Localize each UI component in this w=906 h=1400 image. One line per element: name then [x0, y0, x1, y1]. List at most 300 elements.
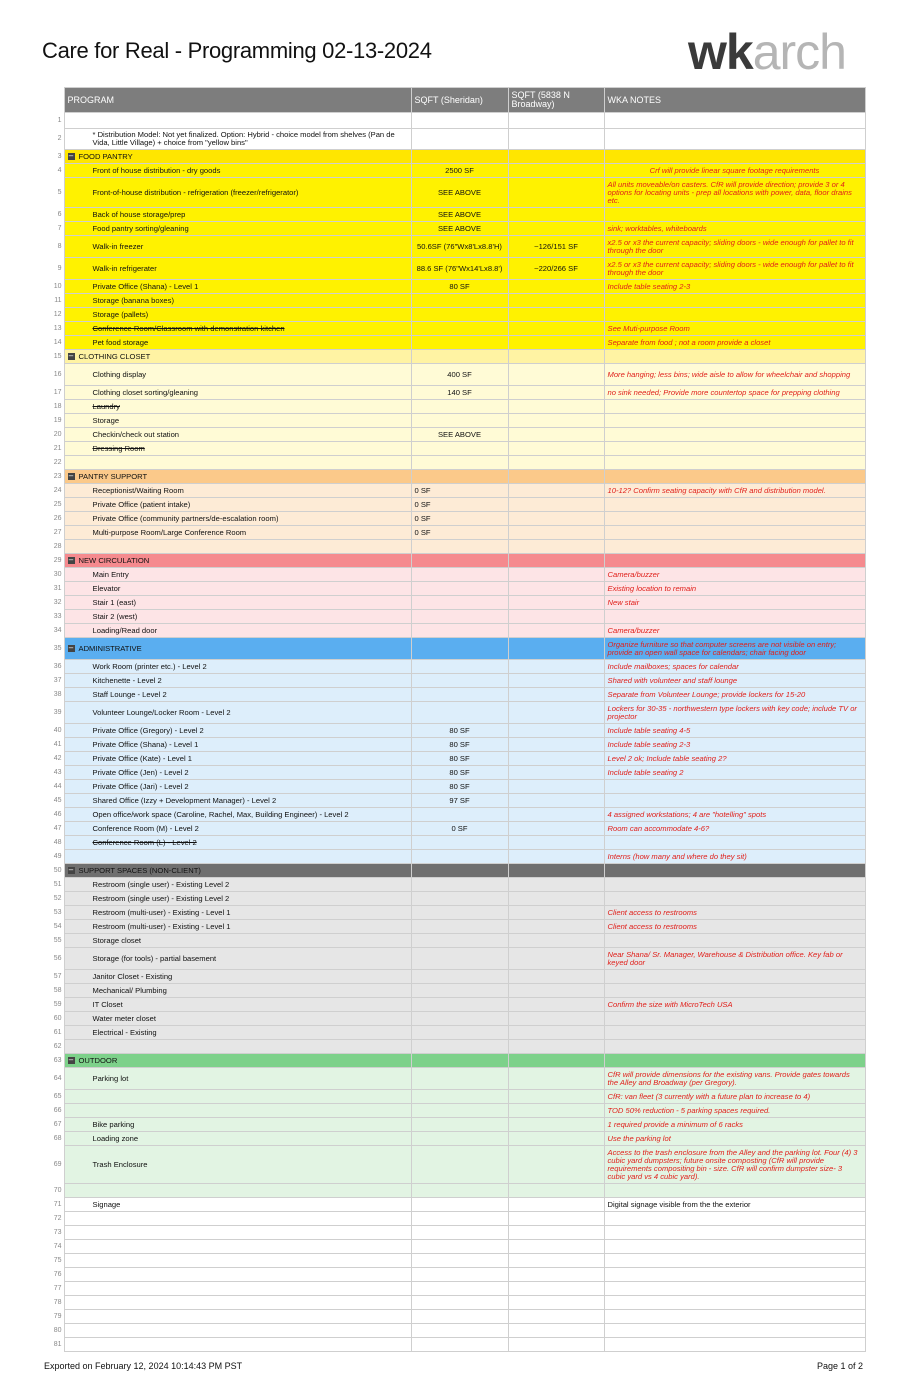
- sqft-sheridan-cell[interactable]: [411, 540, 508, 554]
- wka-notes-cell[interactable]: x2.5 or x3 the current capacity; sliding doors - wide enough for pallet to fit through the door: [604, 236, 865, 258]
- wka-notes-cell[interactable]: [604, 610, 865, 624]
- sqft-broadway-cell[interactable]: [508, 596, 604, 610]
- program-cell[interactable]: [64, 1296, 411, 1310]
- sqft-broadway-cell[interactable]: [508, 498, 604, 512]
- sqft-sheridan-cell[interactable]: 50.6SF (76"Wx8'Lx8.8'H): [411, 236, 508, 258]
- sqft-sheridan-cell[interactable]: 0 SF: [411, 498, 508, 512]
- sqft-sheridan-cell[interactable]: [411, 1040, 508, 1054]
- program-cell[interactable]: [64, 1198, 411, 1212]
- sqft-sheridan-cell[interactable]: SEE ABOVE: [411, 428, 508, 442]
- sqft-sheridan-cell[interactable]: 0 SF: [411, 822, 508, 836]
- wka-notes-cell[interactable]: Include table seating 2: [604, 766, 865, 780]
- wka-notes-cell[interactable]: [604, 1040, 865, 1054]
- program-cell[interactable]: [64, 724, 411, 738]
- wka-notes-cell[interactable]: New stair: [604, 596, 865, 610]
- wka-notes-cell[interactable]: [604, 470, 865, 484]
- program-cell[interactable]: [64, 660, 411, 674]
- sqft-broadway-cell[interactable]: [508, 1118, 604, 1132]
- wka-notes-cell[interactable]: [604, 1296, 865, 1310]
- program-cell[interactable]: [64, 1338, 411, 1352]
- wka-notes-cell[interactable]: [604, 456, 865, 470]
- program-cell[interactable]: [64, 1090, 411, 1104]
- sqft-sheridan-cell[interactable]: [411, 1226, 508, 1240]
- sqft-sheridan-cell[interactable]: [411, 1268, 508, 1282]
- wka-notes-cell[interactable]: Separate from Volunteer Lounge; provide lockers for 15-20: [604, 688, 865, 702]
- wka-notes-cell[interactable]: [604, 1012, 865, 1026]
- sqft-broadway-cell[interactable]: [508, 752, 604, 766]
- wka-notes-cell[interactable]: 1 required provide a minimum of 6 racks: [604, 1118, 865, 1132]
- wka-notes-cell[interactable]: Level 2 ok; Include table seating 2?: [604, 752, 865, 766]
- wka-notes-cell[interactable]: [604, 498, 865, 512]
- header-wka-notes[interactable]: WKA NOTES: [604, 88, 865, 113]
- sqft-broadway-cell[interactable]: [508, 428, 604, 442]
- header-program[interactable]: PROGRAM: [64, 88, 411, 113]
- sqft-broadway-cell[interactable]: [508, 414, 604, 428]
- program-cell[interactable]: [64, 878, 411, 892]
- sqft-broadway-cell[interactable]: [508, 934, 604, 948]
- program-cell[interactable]: [64, 178, 411, 208]
- program-cell[interactable]: [64, 970, 411, 984]
- sqft-sheridan-cell[interactable]: SEE ABOVE: [411, 178, 508, 208]
- sqft-sheridan-cell[interactable]: [411, 582, 508, 596]
- sqft-broadway-cell[interactable]: [508, 1104, 604, 1118]
- section-title[interactable]: [64, 554, 411, 568]
- sqft-sheridan-cell[interactable]: [411, 1338, 508, 1352]
- sqft-broadway-cell[interactable]: [508, 624, 604, 638]
- wka-notes-cell[interactable]: Camera/buzzer: [604, 624, 865, 638]
- wka-notes-cell[interactable]: Client access to restrooms: [604, 906, 865, 920]
- program-cell[interactable]: [64, 1212, 411, 1226]
- sqft-sheridan-cell[interactable]: [411, 864, 508, 878]
- sqft-sheridan-cell[interactable]: 88.6 SF (76"Wx14'Lx8.8'): [411, 258, 508, 280]
- sqft-broadway-cell[interactable]: [508, 442, 604, 456]
- wka-notes-cell[interactable]: More hanging; less bins; wide aisle to allow for wheelchair and shopping: [604, 364, 865, 386]
- sqft-broadway-cell[interactable]: [508, 970, 604, 984]
- sqft-sheridan-cell[interactable]: [411, 294, 508, 308]
- program-cell[interactable]: [64, 1268, 411, 1282]
- wka-notes-cell[interactable]: [604, 428, 865, 442]
- wka-notes-cell[interactable]: Lockers for 30-35 - northwestern type lockers with key code; include TV or projector: [604, 702, 865, 724]
- wka-notes-cell[interactable]: [604, 1212, 865, 1226]
- sqft-sheridan-cell[interactable]: [411, 808, 508, 822]
- wka-notes-cell[interactable]: [604, 554, 865, 568]
- wka-notes-cell[interactable]: [604, 1226, 865, 1240]
- sqft-broadway-cell[interactable]: [508, 1198, 604, 1212]
- sqft-broadway-cell[interactable]: [508, 948, 604, 970]
- program-cell[interactable]: [64, 780, 411, 794]
- wka-notes-cell[interactable]: [604, 864, 865, 878]
- sqft-broadway-cell[interactable]: [508, 294, 604, 308]
- sqft-broadway-cell[interactable]: [508, 386, 604, 400]
- sqft-broadway-cell[interactable]: [508, 998, 604, 1012]
- section-title[interactable]: [64, 864, 411, 878]
- collapse-toggle-icon[interactable]: −: [68, 352, 74, 360]
- program-cell[interactable]: [64, 236, 411, 258]
- wka-notes-cell[interactable]: no sink needed; Provide more countertop space for prepping clothing: [604, 386, 865, 400]
- sqft-broadway-cell[interactable]: [508, 400, 604, 414]
- sqft-broadway-cell[interactable]: [508, 724, 604, 738]
- sqft-broadway-cell[interactable]: [508, 178, 604, 208]
- program-cell[interactable]: [64, 948, 411, 970]
- wka-notes-cell[interactable]: Include mailboxes; spaces for calendar: [604, 660, 865, 674]
- sqft-sheridan-cell[interactable]: [411, 674, 508, 688]
- wka-notes-cell[interactable]: Include table seating 4-5: [604, 724, 865, 738]
- program-cell[interactable]: [64, 568, 411, 582]
- wka-notes-cell[interactable]: [604, 350, 865, 364]
- collapse-toggle-icon[interactable]: −: [68, 152, 74, 160]
- sqft-sheridan-cell[interactable]: [411, 892, 508, 906]
- program-cell[interactable]: [64, 794, 411, 808]
- sqft-sheridan-cell[interactable]: 80 SF: [411, 724, 508, 738]
- sqft-sheridan-cell[interactable]: [411, 554, 508, 568]
- wka-notes-cell[interactable]: [604, 1324, 865, 1338]
- collapse-toggle-icon[interactable]: −: [68, 866, 74, 874]
- sqft-broadway-cell[interactable]: [508, 674, 604, 688]
- program-cell[interactable]: [64, 1012, 411, 1026]
- sqft-broadway-cell[interactable]: [508, 456, 604, 470]
- wka-notes-cell[interactable]: [604, 1268, 865, 1282]
- program-cell[interactable]: [64, 364, 411, 386]
- program-cell[interactable]: [64, 428, 411, 442]
- program-cell[interactable]: [64, 1324, 411, 1338]
- program-cell[interactable]: [64, 766, 411, 780]
- sqft-sheridan-cell[interactable]: [411, 984, 508, 998]
- sqft-sheridan-cell[interactable]: [411, 596, 508, 610]
- wka-notes-cell[interactable]: [604, 892, 865, 906]
- program-cell[interactable]: [64, 526, 411, 540]
- sqft-broadway-cell[interactable]: [508, 766, 604, 780]
- wka-notes-cell[interactable]: TOD 50% reduction - 5 parking spaces required.: [604, 1104, 865, 1118]
- wka-notes-cell[interactable]: Existing location to remain: [604, 582, 865, 596]
- wka-notes-cell[interactable]: [604, 984, 865, 998]
- sqft-sheridan-cell[interactable]: [411, 350, 508, 364]
- sqft-sheridan-cell[interactable]: [411, 1240, 508, 1254]
- sqft-sheridan-cell[interactable]: [411, 150, 508, 164]
- program-cell[interactable]: [64, 1184, 411, 1198]
- sqft-broadway-cell[interactable]: [508, 878, 604, 892]
- sqft-sheridan-cell[interactable]: 80 SF: [411, 280, 508, 294]
- sqft-sheridan-cell[interactable]: [411, 934, 508, 948]
- sqft-sheridan-cell[interactable]: [411, 1068, 508, 1090]
- sqft-broadway-cell[interactable]: [508, 1184, 604, 1198]
- sqft-sheridan-cell[interactable]: [411, 920, 508, 934]
- sqft-broadway-cell[interactable]: [508, 280, 604, 294]
- wka-notes-cell[interactable]: [604, 414, 865, 428]
- sqft-broadway-cell[interactable]: [508, 1132, 604, 1146]
- wka-notes-cell[interactable]: Use the parking lot: [604, 1132, 865, 1146]
- sqft-sheridan-cell[interactable]: [411, 906, 508, 920]
- wka-notes-cell[interactable]: All units moveable/on casters. CfR will provide direction; provide 3 or 4 options for locating units - prep all locations with power, data, floor drains etc.: [604, 178, 865, 208]
- wka-notes-cell[interactable]: [604, 129, 865, 150]
- sqft-sheridan-cell[interactable]: [411, 1324, 508, 1338]
- wka-notes-cell[interactable]: [604, 294, 865, 308]
- sqft-sheridan-cell[interactable]: [411, 1310, 508, 1324]
- sqft-sheridan-cell[interactable]: 0 SF: [411, 526, 508, 540]
- program-cell[interactable]: [64, 1132, 411, 1146]
- sqft-broadway-cell[interactable]: [508, 1310, 604, 1324]
- sqft-sheridan-cell[interactable]: [411, 1090, 508, 1104]
- sqft-broadway-cell[interactable]: [508, 808, 604, 822]
- wka-notes-cell[interactable]: [604, 1240, 865, 1254]
- wka-notes-cell[interactable]: Camera/buzzer: [604, 568, 865, 582]
- sqft-sheridan-cell[interactable]: [411, 836, 508, 850]
- sqft-broadway-cell[interactable]: [508, 984, 604, 998]
- sqft-sheridan-cell[interactable]: 2500 SF: [411, 164, 508, 178]
- program-cell[interactable]: [64, 294, 411, 308]
- sqft-broadway-cell[interactable]: [508, 568, 604, 582]
- sqft-broadway-cell[interactable]: [508, 780, 604, 794]
- sqft-sheridan-cell[interactable]: [411, 624, 508, 638]
- wka-notes-cell[interactable]: [604, 400, 865, 414]
- sqft-sheridan-cell[interactable]: [411, 414, 508, 428]
- sqft-broadway-cell[interactable]: [508, 1146, 604, 1184]
- sqft-broadway-cell[interactable]: [508, 554, 604, 568]
- sqft-sheridan-cell[interactable]: [411, 660, 508, 674]
- program-cell[interactable]: [64, 702, 411, 724]
- sqft-broadway-cell[interactable]: [508, 1054, 604, 1068]
- collapse-toggle-icon[interactable]: −: [68, 472, 74, 480]
- program-cell[interactable]: [64, 808, 411, 822]
- sqft-sheridan-cell[interactable]: [411, 948, 508, 970]
- sqft-broadway-cell[interactable]: ~126/151 SF: [508, 236, 604, 258]
- sqft-sheridan-cell[interactable]: [411, 1198, 508, 1212]
- wka-notes-cell[interactable]: Access to the trash enclosure from the Alley and the parking lot. Four (4) 3 cubic yard dumpsters; future onsite composting (CfR will provide requirements compositing bin - size. CfR will confirm dumpster size- 3 cubic yard vs 4 cubic yard).: [604, 1146, 865, 1184]
- sqft-sheridan-cell[interactable]: [411, 456, 508, 470]
- section-title[interactable]: [64, 1054, 411, 1068]
- program-cell[interactable]: [64, 1026, 411, 1040]
- wka-notes-cell[interactable]: [604, 442, 865, 456]
- sqft-sheridan-cell[interactable]: [411, 970, 508, 984]
- wka-notes-cell[interactable]: [604, 1282, 865, 1296]
- sqft-sheridan-cell[interactable]: [411, 1146, 508, 1184]
- sqft-broadway-cell[interactable]: [508, 610, 604, 624]
- sqft-sheridan-cell[interactable]: [411, 878, 508, 892]
- sqft-sheridan-cell[interactable]: [411, 610, 508, 624]
- program-cell[interactable]: [64, 400, 411, 414]
- sqft-broadway-cell[interactable]: [508, 1226, 604, 1240]
- sqft-sheridan-cell[interactable]: 0 SF: [411, 484, 508, 498]
- program-cell[interactable]: [64, 1240, 411, 1254]
- program-cell[interactable]: [64, 1104, 411, 1118]
- section-title[interactable]: [64, 350, 411, 364]
- sqft-sheridan-cell[interactable]: [411, 1012, 508, 1026]
- wka-notes-cell[interactable]: Include table seating 2-3: [604, 738, 865, 752]
- program-cell[interactable]: [64, 688, 411, 702]
- program-cell[interactable]: [64, 222, 411, 236]
- section-title[interactable]: [64, 150, 411, 164]
- program-cell[interactable]: [64, 1226, 411, 1240]
- program-cell[interactable]: [64, 984, 411, 998]
- sqft-sheridan-cell[interactable]: [411, 308, 508, 322]
- sqft-broadway-cell[interactable]: [508, 1212, 604, 1226]
- sqft-broadway-cell[interactable]: [508, 364, 604, 386]
- sqft-sheridan-cell[interactable]: [411, 688, 508, 702]
- sqft-broadway-cell[interactable]: [508, 1090, 604, 1104]
- sqft-sheridan-cell[interactable]: 400 SF: [411, 364, 508, 386]
- wka-notes-cell[interactable]: CfR: van fleet (3 currently with a future plan to increase to 4): [604, 1090, 865, 1104]
- wka-notes-cell[interactable]: x2.5 or x3 the current capacity; sliding doors - wide enough for pallet to fit through the door: [604, 258, 865, 280]
- program-cell[interactable]: [64, 1282, 411, 1296]
- sqft-sheridan-cell[interactable]: 97 SF: [411, 794, 508, 808]
- wka-notes-cell[interactable]: 4 assigned workstations; 4 are "hotelling" spots: [604, 808, 865, 822]
- sqft-sheridan-cell[interactable]: SEE ABOVE: [411, 222, 508, 236]
- sqft-broadway-cell[interactable]: [508, 208, 604, 222]
- sqft-broadway-cell[interactable]: [508, 660, 604, 674]
- sqft-broadway-cell[interactable]: [508, 1068, 604, 1090]
- wka-notes-cell[interactable]: [604, 308, 865, 322]
- sqft-broadway-cell[interactable]: [508, 484, 604, 498]
- collapse-toggle-icon[interactable]: −: [68, 644, 74, 652]
- sqft-broadway-cell[interactable]: [508, 113, 604, 129]
- program-cell[interactable]: [64, 906, 411, 920]
- wka-notes-cell[interactable]: Near Shana/ Sr. Manager, Warehouse & Distribution office. Key fab or keyed door: [604, 948, 865, 970]
- wka-notes-cell[interactable]: Digital signage visible from the the exterior: [604, 1198, 865, 1212]
- sqft-sheridan-cell[interactable]: [411, 1118, 508, 1132]
- wka-notes-cell[interactable]: [604, 836, 865, 850]
- program-cell[interactable]: [64, 836, 411, 850]
- wka-notes-cell[interactable]: [604, 878, 865, 892]
- program-cell[interactable]: [64, 322, 411, 336]
- wka-notes-cell[interactable]: [604, 113, 865, 129]
- sqft-broadway-cell[interactable]: [508, 470, 604, 484]
- wka-notes-cell[interactable]: [604, 526, 865, 540]
- wka-notes-cell[interactable]: [604, 794, 865, 808]
- sqft-sheridan-cell[interactable]: 80 SF: [411, 780, 508, 794]
- program-cell[interactable]: [64, 892, 411, 906]
- sqft-sheridan-cell[interactable]: [411, 1026, 508, 1040]
- sqft-broadway-cell[interactable]: [508, 920, 604, 934]
- program-cell[interactable]: [64, 850, 411, 864]
- program-cell[interactable]: [64, 540, 411, 554]
- sqft-broadway-cell[interactable]: [508, 1026, 604, 1040]
- sqft-sheridan-cell[interactable]: [411, 998, 508, 1012]
- program-cell[interactable]: [64, 336, 411, 350]
- program-cell[interactable]: [64, 280, 411, 294]
- wka-notes-cell[interactable]: [604, 1338, 865, 1352]
- sqft-sheridan-cell[interactable]: [411, 702, 508, 724]
- sqft-broadway-cell[interactable]: [508, 1324, 604, 1338]
- sqft-broadway-cell[interactable]: ~220/266 SF: [508, 258, 604, 280]
- program-cell[interactable]: [64, 113, 411, 129]
- header-sqft-broadway[interactable]: SQFT (5838 N Broadway): [508, 88, 604, 113]
- wka-notes-cell[interactable]: [604, 934, 865, 948]
- program-cell[interactable]: [64, 674, 411, 688]
- wka-notes-cell[interactable]: [604, 512, 865, 526]
- sqft-sheridan-cell[interactable]: [411, 129, 508, 150]
- wka-notes-cell[interactable]: [604, 1026, 865, 1040]
- sqft-broadway-cell[interactable]: [508, 336, 604, 350]
- wka-notes-cell[interactable]: Shared with volunteer and staff lounge: [604, 674, 865, 688]
- program-cell[interactable]: [64, 1118, 411, 1132]
- sqft-sheridan-cell[interactable]: 140 SF: [411, 386, 508, 400]
- sqft-broadway-cell[interactable]: [508, 1268, 604, 1282]
- sqft-broadway-cell[interactable]: [508, 540, 604, 554]
- sqft-broadway-cell[interactable]: [508, 1338, 604, 1352]
- program-cell[interactable]: [64, 456, 411, 470]
- sqft-sheridan-cell[interactable]: [411, 322, 508, 336]
- wka-notes-cell[interactable]: Crf will provide linear square footage requirements: [604, 164, 865, 178]
- sqft-broadway-cell[interactable]: [508, 864, 604, 878]
- program-cell[interactable]: [64, 308, 411, 322]
- sqft-broadway-cell[interactable]: [508, 1296, 604, 1310]
- program-cell[interactable]: [64, 414, 411, 428]
- wka-notes-cell[interactable]: [604, 150, 865, 164]
- program-cell[interactable]: [64, 610, 411, 624]
- wka-notes-cell[interactable]: See Muti-purpose Room: [604, 322, 865, 336]
- wka-notes-cell[interactable]: CfR will provide dimensions for the existing vans. Provide gates towards the Alley and Broadway (per Gregory).: [604, 1068, 865, 1090]
- sqft-broadway-cell[interactable]: [508, 164, 604, 178]
- sqft-sheridan-cell[interactable]: [411, 1296, 508, 1310]
- wka-notes-cell[interactable]: [604, 208, 865, 222]
- sqft-sheridan-cell[interactable]: 80 SF: [411, 766, 508, 780]
- program-cell[interactable]: [64, 258, 411, 280]
- sqft-broadway-cell[interactable]: [508, 1254, 604, 1268]
- sqft-broadway-cell[interactable]: [508, 582, 604, 596]
- wka-notes-cell[interactable]: Client access to restrooms: [604, 920, 865, 934]
- sqft-sheridan-cell[interactable]: [411, 1212, 508, 1226]
- sqft-broadway-cell[interactable]: [508, 906, 604, 920]
- program-cell[interactable]: [64, 822, 411, 836]
- sqft-sheridan-cell[interactable]: 80 SF: [411, 752, 508, 766]
- sqft-sheridan-cell[interactable]: [411, 568, 508, 582]
- sqft-broadway-cell[interactable]: [508, 638, 604, 660]
- collapse-toggle-icon[interactable]: −: [68, 556, 74, 564]
- collapse-toggle-icon[interactable]: −: [68, 1056, 74, 1064]
- program-cell[interactable]: [64, 934, 411, 948]
- program-cell[interactable]: [64, 208, 411, 222]
- program-cell[interactable]: [64, 484, 411, 498]
- program-cell[interactable]: [64, 442, 411, 456]
- program-cell[interactable]: [64, 512, 411, 526]
- sqft-sheridan-cell[interactable]: [411, 1184, 508, 1198]
- sqft-broadway-cell[interactable]: [508, 836, 604, 850]
- header-sqft-sheridan[interactable]: SQFT (Sheridan): [411, 88, 508, 113]
- wka-notes-cell[interactable]: Confirm the size with MicroTech USA: [604, 998, 865, 1012]
- wka-notes-cell[interactable]: Include table seating 2-3: [604, 280, 865, 294]
- sqft-sheridan-cell[interactable]: 0 SF: [411, 512, 508, 526]
- wka-notes-cell[interactable]: Room can accommodate 4-6?: [604, 822, 865, 836]
- program-cell[interactable]: [64, 738, 411, 752]
- wka-notes-cell[interactable]: [604, 1254, 865, 1268]
- wka-notes-cell[interactable]: [604, 1054, 865, 1068]
- program-cell[interactable]: [64, 998, 411, 1012]
- sqft-broadway-cell[interactable]: [508, 308, 604, 322]
- sqft-broadway-cell[interactable]: [508, 702, 604, 724]
- program-cell[interactable]: [64, 1040, 411, 1054]
- sqft-sheridan-cell[interactable]: [411, 1054, 508, 1068]
- program-cell[interactable]: [64, 129, 411, 150]
- sqft-broadway-cell[interactable]: [508, 794, 604, 808]
- wka-notes-cell[interactable]: 10-12? Confirm seating capacity with CfR and distribution model.: [604, 484, 865, 498]
- sqft-broadway-cell[interactable]: [508, 150, 604, 164]
- sqft-sheridan-cell[interactable]: 80 SF: [411, 738, 508, 752]
- program-cell[interactable]: [64, 582, 411, 596]
- sqft-sheridan-cell[interactable]: [411, 113, 508, 129]
- program-cell[interactable]: [64, 920, 411, 934]
- sqft-broadway-cell[interactable]: [508, 526, 604, 540]
- sqft-broadway-cell[interactable]: [508, 850, 604, 864]
- sqft-sheridan-cell[interactable]: [411, 400, 508, 414]
- program-cell[interactable]: [64, 1254, 411, 1268]
- program-cell[interactable]: [64, 1146, 411, 1184]
- program-cell[interactable]: [64, 498, 411, 512]
- wka-notes-cell[interactable]: [604, 780, 865, 794]
- wka-notes-cell[interactable]: sink; worktables, whiteboards: [604, 222, 865, 236]
- sqft-broadway-cell[interactable]: [508, 822, 604, 836]
- sqft-sheridan-cell[interactable]: [411, 442, 508, 456]
- sqft-broadway-cell[interactable]: [508, 688, 604, 702]
- sqft-sheridan-cell[interactable]: [411, 470, 508, 484]
